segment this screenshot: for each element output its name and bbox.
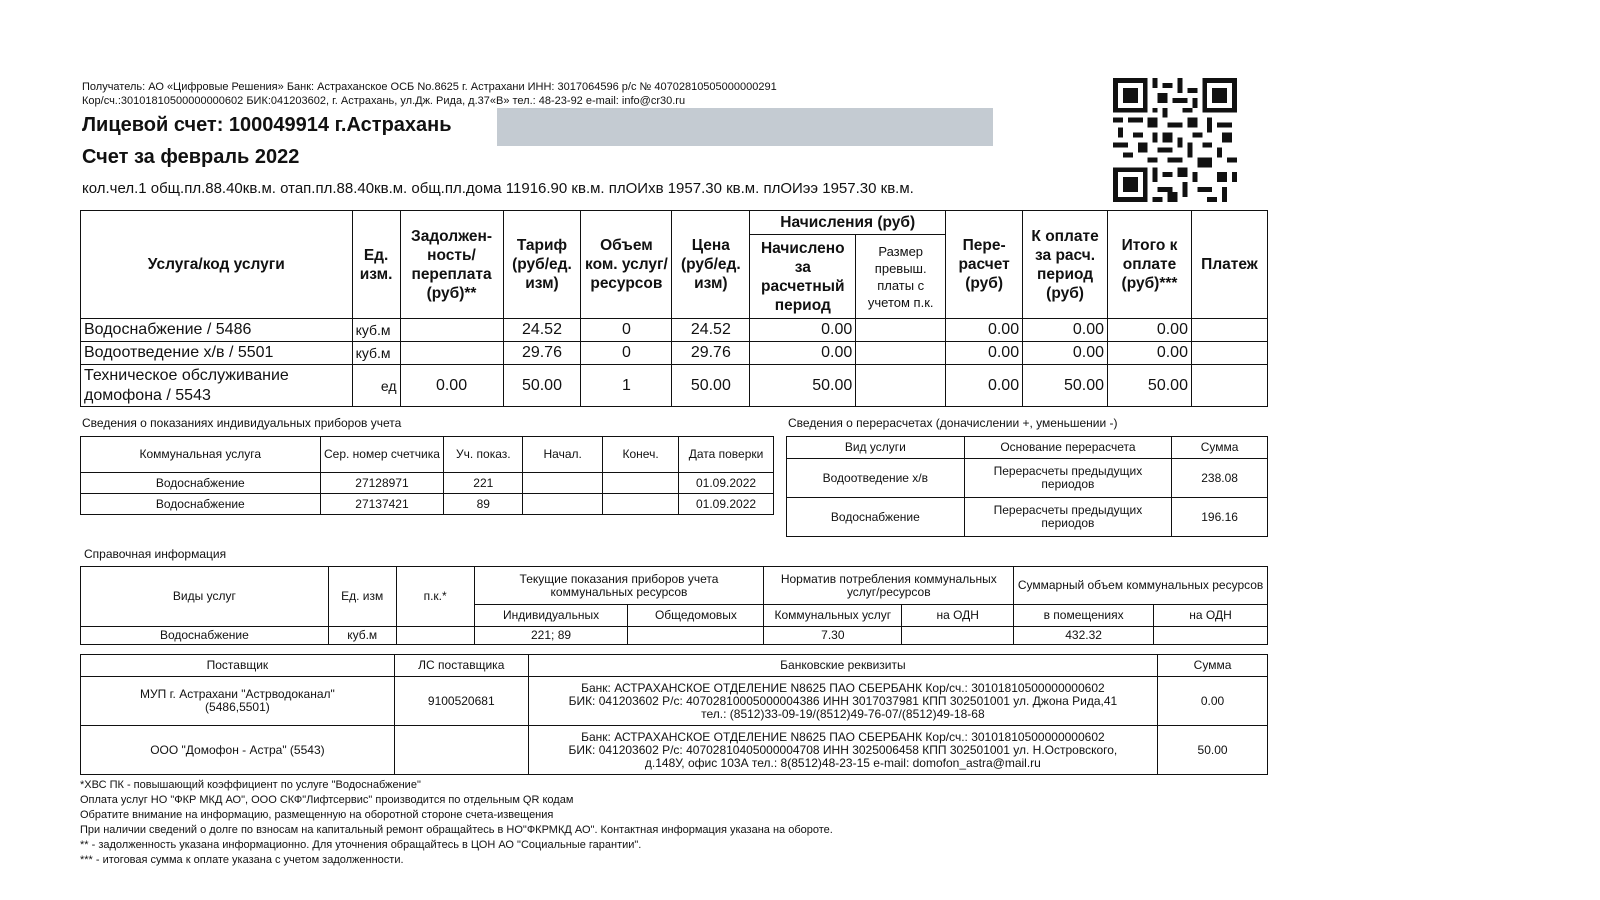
price: 29.76 xyxy=(672,342,750,365)
col-payment: Платеж xyxy=(1191,211,1267,319)
payment xyxy=(1191,365,1267,407)
col-recalc: Пере-расчет (руб) xyxy=(946,211,1023,319)
footnotes xyxy=(80,778,833,868)
ref-norm-odn xyxy=(902,627,1014,645)
ref-total-odn xyxy=(1154,627,1268,645)
excess xyxy=(856,319,946,342)
bank-line: Банк: АСТРАХАНСКОЕ ОТДЕЛЕНИЕ N8625 ПАО СБЕРБАНК Кор/сч.: 30101810500000000602 xyxy=(581,729,1105,744)
ref-col-norm: Норматив потребления коммунальных услуг/ресурсов xyxy=(764,567,1014,605)
total: 50.00 xyxy=(1108,365,1192,407)
supplier-ls: 9100520681 xyxy=(394,677,528,726)
footnote: Обратите внимание на информацию, размещенную на оборотной стороне счета-извещения xyxy=(80,809,554,821)
ref-col-total-rooms: в помещениях xyxy=(1014,605,1154,627)
meters-col-reading: Уч. показ. xyxy=(444,437,523,473)
payment xyxy=(1191,319,1267,342)
to-pay: 0.00 xyxy=(1023,319,1108,342)
table-row xyxy=(81,677,1268,726)
unit: куб.м xyxy=(352,342,400,365)
reference-table xyxy=(80,566,1268,645)
recalc-sum: 238.08 xyxy=(1172,459,1268,498)
service-name: Водоотведение х/в / 5501 xyxy=(81,342,353,365)
meters-title: Сведения о показаниях индивидуальных приборов учета xyxy=(82,416,402,430)
footnote: *ХВС ПК - повышающий коэффициент по услуге "Водоснабжение" xyxy=(80,779,421,791)
recipient-line-1: Получатель: АО «Цифровые Решения» Банк: Астраханское ОСБ No.8625 г. Астрахани ИНН: 3017064596 р/с № 40702810505000000291 xyxy=(82,81,777,93)
qr-code-icon xyxy=(1113,78,1237,202)
excess xyxy=(856,342,946,365)
ref-unit: куб.м xyxy=(328,627,396,645)
col-total: Итого к оплате (руб)*** xyxy=(1108,211,1192,319)
bank-line: д.148У, офис 103А тел.: 8(8512)48-23-15 e-mail: domofon_astra@mail.ru xyxy=(644,755,1041,770)
payment xyxy=(1191,342,1267,365)
recalc-basis: Перерасчеты предыдущих периодов xyxy=(964,459,1172,498)
footnote: ** - задолженность указана информационно. Для уточнения обращайтесь в ЦОН АО "Социальные гарантии". xyxy=(80,839,642,851)
supplier-name: МУП г. Астрахани "Астрводоканал" (5486,5501) xyxy=(81,677,395,726)
recalc: 0.00 xyxy=(946,342,1023,365)
meter-check-date: 01.09.2022 xyxy=(679,494,774,515)
price: 24.52 xyxy=(672,319,750,342)
meter-check-date: 01.09.2022 xyxy=(679,473,774,494)
ref-col-norm-util: Коммунальных услуг xyxy=(764,605,902,627)
table-row xyxy=(787,498,1268,537)
volume: 0 xyxy=(581,342,672,365)
meters-table xyxy=(80,436,774,515)
bank-line: Банк: АСТРАХАНСКОЕ ОТДЕЛЕНИЕ N8625 ПАО СБЕРБАНК Кор/сч.: 30101810500000000602 xyxy=(581,680,1105,695)
meter-reading: 221 xyxy=(444,473,523,494)
sup-col-bank: Банковские реквизиты xyxy=(528,655,1157,677)
meter-serial: 27128971 xyxy=(320,473,444,494)
tariff: 50.00 xyxy=(503,365,581,407)
table-row xyxy=(81,365,1268,407)
bank-line: БИК: 041203602 Р/с: 40702810405000004708 ИНН 3025006458 КПП 302501001 ул. Н.Островского, xyxy=(568,742,1118,757)
recalc-table xyxy=(786,436,1268,537)
meters-col-service: Коммунальная услуга xyxy=(81,437,321,473)
col-tariff: Тариф (руб/ед. изм) xyxy=(503,211,581,319)
total: 0.00 xyxy=(1108,319,1192,342)
recalc: 0.00 xyxy=(946,319,1023,342)
redacted-address xyxy=(497,108,993,146)
price: 50.00 xyxy=(672,365,750,407)
recalc-col-service: Вид услуги xyxy=(787,437,965,459)
col-charges-group: Начисления (руб) xyxy=(750,211,946,235)
ref-col-current: Текущие показания приборов учета коммунальных ресурсов xyxy=(474,567,764,605)
meter-reading: 89 xyxy=(444,494,523,515)
volume: 1 xyxy=(581,365,672,407)
tariff: 29.76 xyxy=(503,342,581,365)
ref-col-total: Суммарный объем коммунальных ресурсов xyxy=(1014,567,1268,605)
debt xyxy=(400,319,503,342)
supplier-bank xyxy=(528,726,1157,775)
ref-pk xyxy=(396,627,474,645)
sup-col-sum: Сумма xyxy=(1158,655,1268,677)
tariff: 24.52 xyxy=(503,319,581,342)
unit: куб.м xyxy=(352,319,400,342)
meters-col-check-date: Дата поверки xyxy=(679,437,774,473)
sup-col-name: Поставщик xyxy=(81,655,395,677)
meters-col-end: Конеч. xyxy=(603,437,679,473)
charges-table xyxy=(80,210,1268,407)
meter-service: Водоснабжение xyxy=(81,494,321,515)
reference-title: Справочная информация xyxy=(84,547,227,561)
col-unit: Ед. изм. xyxy=(352,211,400,319)
table-row xyxy=(81,726,1268,775)
supplier-bank xyxy=(528,677,1157,726)
footnote: Оплата услуг НО "ФКР МКД АО", ООО СКФ"Лифтсервис" производится по отдельным QR кодам xyxy=(80,794,574,806)
col-charged: Начислено за расчетный период xyxy=(750,235,856,319)
ref-col-pk: п.к.* xyxy=(396,567,474,627)
footnote: При наличии сведений о долге по взносам на капитальный ремонт обращайтесь в НО"ФКРМКД АО". Контактная информация указана на обороте. xyxy=(80,824,833,836)
charged: 50.00 xyxy=(750,365,856,407)
excess xyxy=(856,365,946,407)
ref-col-norm-odn: на ОДН xyxy=(902,605,1014,627)
apartment-params: кол.чел.1 общ.пл.88.40кв.м. отап.пл.88.40кв.м. общ.пл.дома 11916.90 кв.м. плОИхв 1957.30 кв.м. плОИээ 1957.30 кв.м. xyxy=(82,180,914,197)
ref-common xyxy=(628,627,764,645)
debt xyxy=(400,342,503,365)
recalc-service: Водоотведение х/в xyxy=(787,459,965,498)
meter-end xyxy=(603,473,679,494)
col-price: Цена (руб/ед. изм) xyxy=(672,211,750,319)
volume: 0 xyxy=(581,319,672,342)
ref-col-total-odn: на ОДН xyxy=(1154,605,1268,627)
ref-col-unit: Ед. изм xyxy=(328,567,396,627)
table-row xyxy=(787,459,1268,498)
table-row xyxy=(81,473,774,494)
recalc-title: Сведения о перерасчетах (доначислении +, уменьшении -) xyxy=(788,416,1118,430)
suppliers-table xyxy=(80,654,1268,775)
recalc-col-basis: Основание перерасчета xyxy=(964,437,1172,459)
supplier-ls xyxy=(394,726,528,775)
service-name: Водоснабжение / 5486 xyxy=(81,319,353,342)
recalc-col-sum: Сумма xyxy=(1172,437,1268,459)
recalc-service: Водоснабжение xyxy=(787,498,965,537)
bank-line: тел.: (8512)33-09-19/(8512)49-76-07/(8512)49-18-68 xyxy=(701,706,985,721)
total: 0.00 xyxy=(1108,342,1192,365)
sup-col-ls: ЛС поставщика xyxy=(394,655,528,677)
to-pay: 50.00 xyxy=(1023,365,1108,407)
bill-title: Счет за февраль 2022 xyxy=(82,146,300,168)
to-pay: 0.00 xyxy=(1023,342,1108,365)
table-row xyxy=(81,319,1268,342)
table-row xyxy=(81,627,1268,645)
ref-total-rooms: 432.32 xyxy=(1014,627,1154,645)
meter-end xyxy=(603,494,679,515)
recalc-sum: 196.16 xyxy=(1172,498,1268,537)
meter-start xyxy=(523,494,603,515)
meter-start xyxy=(523,473,603,494)
meter-serial: 27137421 xyxy=(320,494,444,515)
meters-col-start: Начал. xyxy=(523,437,603,473)
recipient-line-2: Кор/сч.:30101810500000000602 БИК:041203602, г. Астрахань, ул.Дж. Рида, д.37«В» тел.: 48-23-92 e-mail: info@cr30.ru xyxy=(82,95,686,107)
unit: ед xyxy=(352,365,400,407)
meters-col-serial: Сер. номер счетчика xyxy=(320,437,444,473)
ref-col-individual: Индивидуальных xyxy=(474,605,628,627)
ref-service: Водоснабжение xyxy=(81,627,329,645)
col-debt: Задолжен-ность/ переплата (руб)** xyxy=(400,211,503,319)
charged: 0.00 xyxy=(750,319,856,342)
table-row xyxy=(81,342,1268,365)
col-volume: Объем ком. услуг/ ресурсов xyxy=(581,211,672,319)
ref-norm-util: 7.30 xyxy=(764,627,902,645)
ref-individual: 221; 89 xyxy=(474,627,628,645)
table-row xyxy=(81,494,774,515)
ref-col-common: Общедомовых xyxy=(628,605,764,627)
col-service: Услуга/код услуги xyxy=(81,211,353,319)
meter-service: Водоснабжение xyxy=(81,473,321,494)
account-number: Лицевой счет: 100049914 г.Астрахань xyxy=(82,114,452,136)
supplier-sum: 50.00 xyxy=(1158,726,1268,775)
col-excess: Размер превыш. платы с учетом п.к. xyxy=(856,235,946,319)
charged: 0.00 xyxy=(750,342,856,365)
debt: 0.00 xyxy=(400,365,503,407)
supplier-name: ООО "Домофон - Астра" (5543) xyxy=(81,726,395,775)
supplier-sum: 0.00 xyxy=(1158,677,1268,726)
ref-col-services: Виды услуг xyxy=(81,567,329,627)
recalc: 0.00 xyxy=(946,365,1023,407)
recalc-basis: Перерасчеты предыдущих периодов xyxy=(964,498,1172,537)
footnote: *** - итоговая сумма к оплате указана с учетом задолженности. xyxy=(80,854,404,866)
bank-line: БИК: 041203602 Р/с: 40702810005000004386 ИНН 3017037981 КПП 302501001 ул. Джона Рида,41 xyxy=(568,693,1118,708)
service-name: Техническое обслуживание домофона / 5543 xyxy=(81,365,353,407)
col-to-pay: К оплате за расч. период (руб) xyxy=(1023,211,1108,319)
